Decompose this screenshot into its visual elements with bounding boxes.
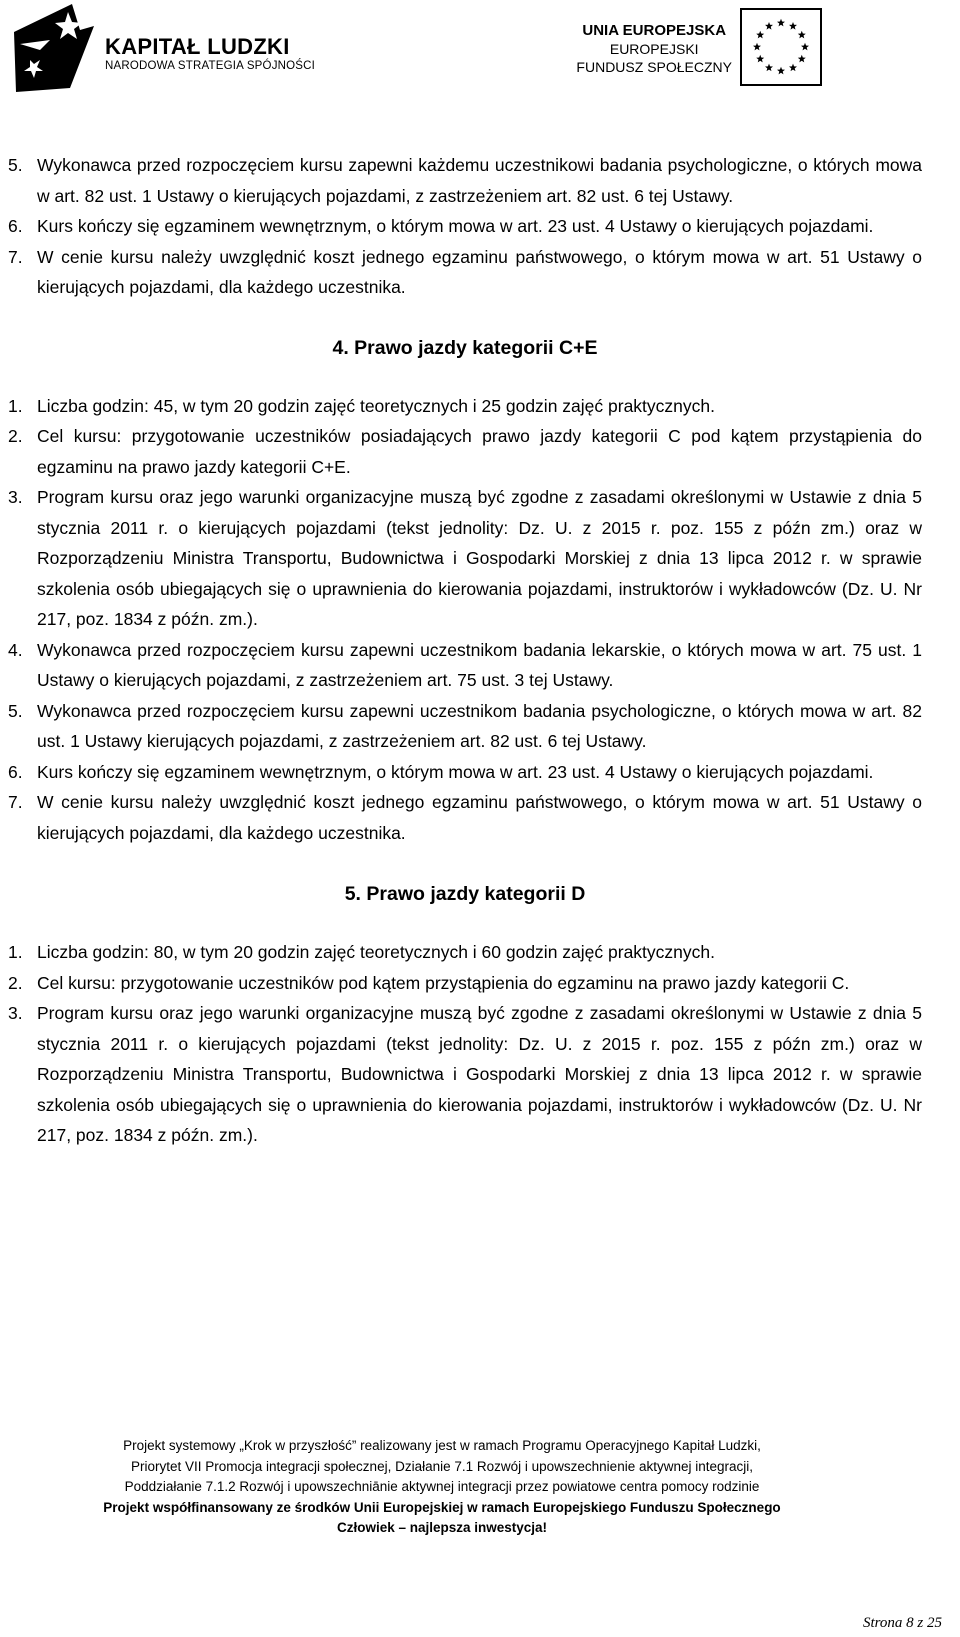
list-item-text: Wykonawca przed rozpoczęciem kursu zapewni uczestnikom badania lekarskie, o których mowa w art. 75 ust. 1 Ustawy o kierujących pojazdami, z zastrzeżeniem art. 75 ust. 3 tej Ustawy.	[37, 639, 922, 690]
kapital-ludzki-title: KAPITAŁ LUDZKI	[105, 34, 290, 59]
list-item	[8, 937, 922, 968]
list-item	[8, 150, 922, 211]
page-footer	[0, 1436, 884, 1539]
kapital-ludzki-logo-icon	[10, 2, 100, 94]
list-item-number: 7.	[8, 246, 23, 267]
list-item-number: 2.	[8, 972, 23, 993]
section-5-title: 5. Prawo jazdy kategorii D	[344, 883, 586, 905]
list-item	[8, 998, 922, 1151]
list-item-text: Kurs kończy się egzaminem wewnętrznym, o którym mowa w art. 23 ust. 4 Ustawy o kierujących pojazdami.	[37, 216, 874, 236]
list-item-number: 3.	[8, 487, 23, 507]
list-item-text: W cenie kursu należy uwzględnić koszt jednego egzaminu państwowego, o którym mowa w art. 51 Ustawy o kierujących pojazdami, dla każdego uczestnika.	[37, 792, 922, 843]
eu-line-2: EUROPEJSKI	[609, 41, 699, 57]
list-item-number: 4.	[8, 639, 23, 660]
footer-line-4: Projekt współfinansowany ze środków Unii Europejskiej w ramach Europejskiego Funduszu Społecznego	[103, 1499, 781, 1515]
list-item	[8, 211, 922, 242]
list-item-number: 1.	[8, 395, 23, 416]
eu-logo-text	[576, 22, 732, 76]
eu-line-1: UNIA EUROPEJSKA	[582, 22, 727, 39]
list-item-text: Kurs kończy się egzaminem wewnętrznym, o którym mowa w art. 23 ust. 4 Ustawy o kierujących pojazdami.	[37, 761, 874, 782]
page-number: Strona 8 z 25	[862, 1615, 942, 1631]
page-header	[0, 0, 960, 95]
list-item	[8, 482, 922, 635]
section-4-title: 4. Prawo jazdy kategorii C+E	[332, 336, 598, 359]
list-item-text: Liczba godzin: 80, w tym 20 godzin zajęć teoretycznych i 60 godzin zajęć praktycznych.	[37, 942, 715, 962]
list-item-text: Program kursu oraz jego warunki organizacyjne muszą być zgodne z zasadami określonymi w Ustawie z dnia 5 stycznia 2011 r. o kierujących pojazdami (tekst jednolity: Dz. U. z 2015 r. poz. 155 z późn zm.) oraz w Rozporządzeniu Ministra Transportu, Budownictwa i Gospodarki Morskiej z dnia 13 lipca 2012 r. w sprawie szkolenia osób ubiegających się o uprawnienia do kierowania pojazdami, instruktorów i wykładowców (Dz. U. Nr 217, poz. 1834 z późn. zm.).	[37, 487, 922, 629]
footer-line-5: Człowiek – najlepsza inwestycja!	[336, 1520, 548, 1535]
list-item-number: 6.	[8, 216, 23, 236]
document-body	[8, 150, 922, 1151]
list-item-text: Cel kursu: przygotowanie uczestników pod kątem przystąpienia do egzaminu na prawo jazdy kategorii C.	[37, 972, 850, 993]
list-item	[8, 787, 922, 848]
eu-line-3: FUNDUSZ SPOŁECZNY	[576, 59, 732, 75]
top-list	[8, 150, 922, 303]
list-item-text: Liczba godzin: 45, w tym 20 godzin zajęć teoretycznych i 25 godzin zajęć praktycznych.	[37, 395, 715, 416]
list-item-number: 5.	[8, 700, 23, 721]
list-item-text: W cenie kursu należy uwzględnić koszt jednego egzaminu państwowego, o którym mowa w art. 51 Ustawy o kierujących pojazdami, dla każdego uczestnika.	[37, 246, 922, 297]
list-item	[8, 242, 922, 303]
footer-line-3: Poddziałanie 7.1.2 Rozwój i upowszechniānie aktywnej integracji przez powiatowe centra pomocy rodzinie	[124, 1479, 760, 1494]
kapital-ludzki-text	[105, 35, 315, 73]
list-item-number: 1.	[8, 942, 23, 962]
footer-line-2: Priorytet VII Promocja integracji społecznej, Działanie 7.1 Rozwój i upowszechnienie aktywnej integracji,	[130, 1458, 754, 1474]
section-5-list	[8, 937, 922, 1151]
list-item	[8, 391, 922, 422]
section-4-list	[8, 391, 922, 849]
list-item-text: Cel kursu: przygotowanie uczestników posiadających prawo jazdy kategorii C pod kątem przystąpienia do egzaminu na prawo jazdy kategorii C+E.	[37, 426, 922, 477]
list-item-number: 7.	[8, 792, 23, 812]
list-item-text: Wykonawca przed rozpoczęciem kursu zapewni uczestnikom badania psychologiczne, o których mowa w art. 82 ust. 1 Ustawy kierujących pojazdami, z zastrzeżeniem art. 82 ust. 6 tej Ustawy.	[37, 700, 922, 751]
list-item	[8, 421, 922, 482]
kapital-ludzki-subtitle: NARODOWA STRATEGIA SPÓJNOŚCI	[105, 60, 316, 72]
footer-line-1: Projekt systemowy „Krok w przyszłość” realizowany jest w ramach Programu Operacyjnego Kapitał Ludzki,	[123, 1438, 761, 1453]
list-item-text: Wykonawca przed rozpoczęciem kursu zapewni każdemu uczestnikowi badania psychologiczne, o których mowa w art. 82 ust. 1 Ustawy o kierujących pojazdami, z zastrzeżeniem art. 82 ust. 6 tej Ustawy.	[37, 155, 922, 206]
list-item-number: 3.	[8, 1003, 23, 1023]
list-item	[8, 635, 922, 696]
list-item-text: Program kursu oraz jego warunki organizacyjne muszą być zgodne z zasadami określonymi w Ustawie z dnia 5 stycznia 2011 r. o kierujących pojazdami (tekst jednolity: Dz. U. z 2015 r. poz. 155 z późn zm.) oraz w Rozporządzeniu Ministra Transportu, Budownictwa i Gospodarki Morskiej z dnia 13 lipca 2012 r. w sprawie szkolenia osób ubiegających się o uprawnienia do kierowania pojazdami, instruktorów i wykładowców (Dz. U. Nr 217, poz. 1834 z późn. zm.).	[37, 1003, 922, 1145]
list-item	[8, 968, 922, 999]
list-item-number: 6.	[8, 761, 23, 782]
list-item	[8, 696, 922, 757]
list-item-number: 2.	[8, 426, 23, 446]
list-item	[8, 757, 922, 788]
eu-flag-icon	[740, 8, 822, 86]
list-item-number: 5.	[8, 155, 23, 175]
